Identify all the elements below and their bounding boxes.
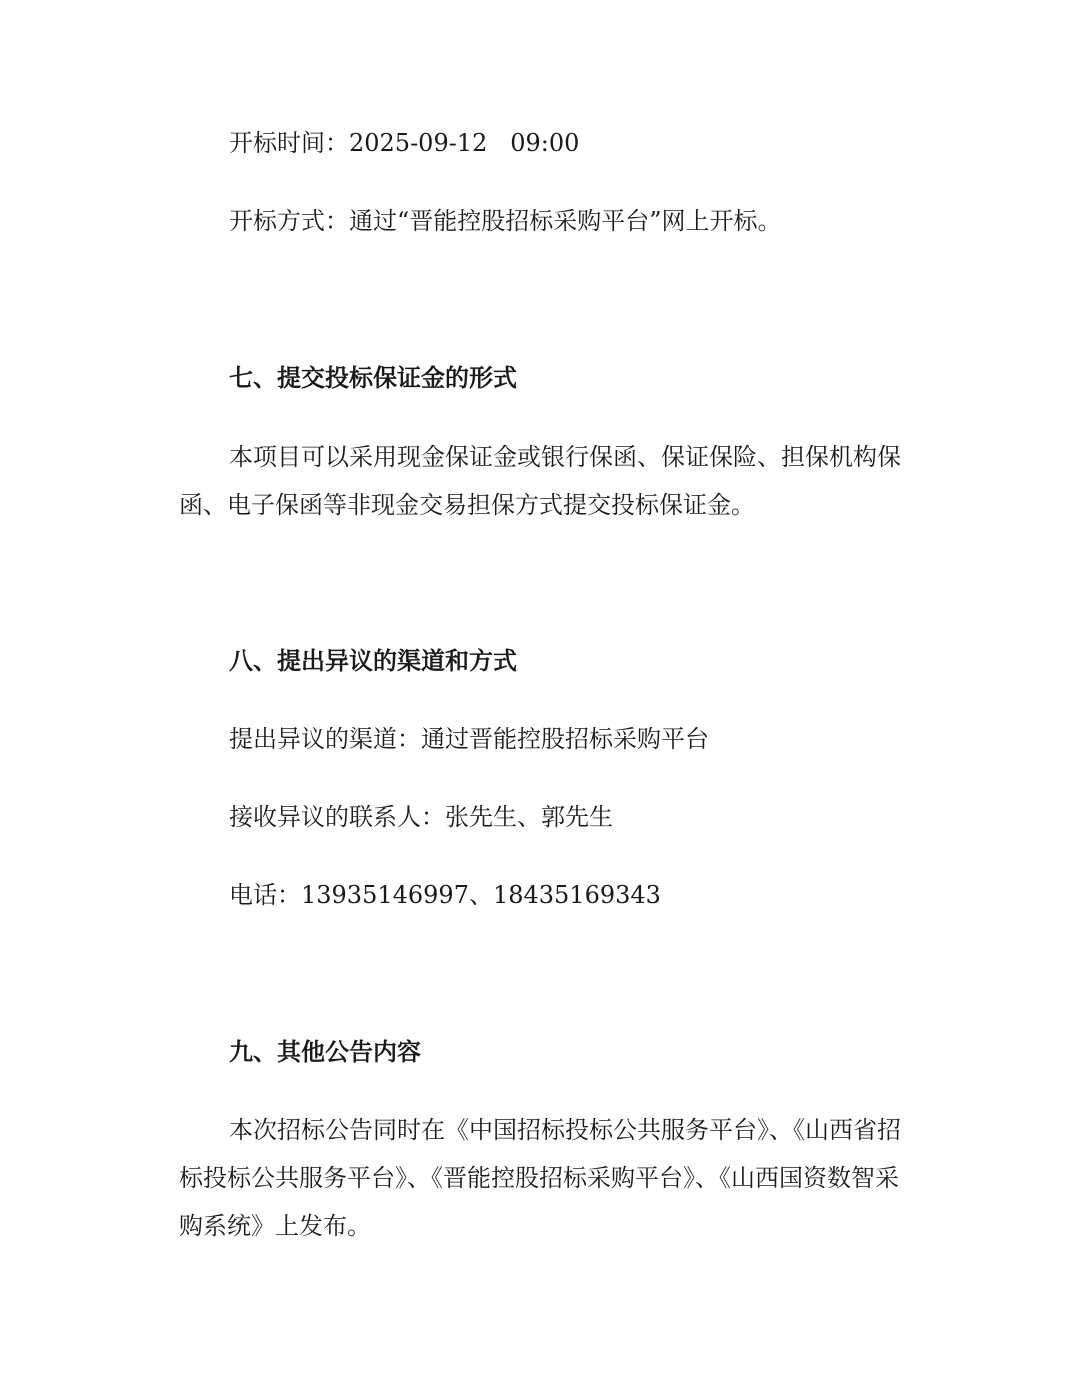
section-9-body: 本次招标公告同时在《中国招标投标公共服务平台》、《山西省招标投标公共服务平台》、《晋能控股招标采购平台》、《山西国资数智采购系统》上发布。 xyxy=(179,1116,901,1240)
opening-method: 开标方式：通过“晋能控股招标采购平台”网上开标。 xyxy=(229,207,782,235)
objection-channel: 提出异议的渠道：通过晋能控股招标采购平台 xyxy=(229,725,709,753)
objection-contact: 接收异议的联系人：张先生、郭先生 xyxy=(229,803,613,831)
opening-time: 开标时间：2025-09-12 09:00 xyxy=(229,129,580,157)
section-9-heading: 九、其他公告内容 xyxy=(229,1038,421,1066)
contact-phone: 电话：13935146997、18435169343 xyxy=(229,881,661,909)
section-7-body: 本项目可以采用现金保证金或银行保函、保证保险、担保机构保函、电子保函等非现金交易担保方式提交投标保证金。 xyxy=(179,443,901,519)
section-8-heading: 八、提出异议的渠道和方式 xyxy=(229,647,517,675)
section-7-heading: 七、提交投标保证金的形式 xyxy=(229,364,517,392)
